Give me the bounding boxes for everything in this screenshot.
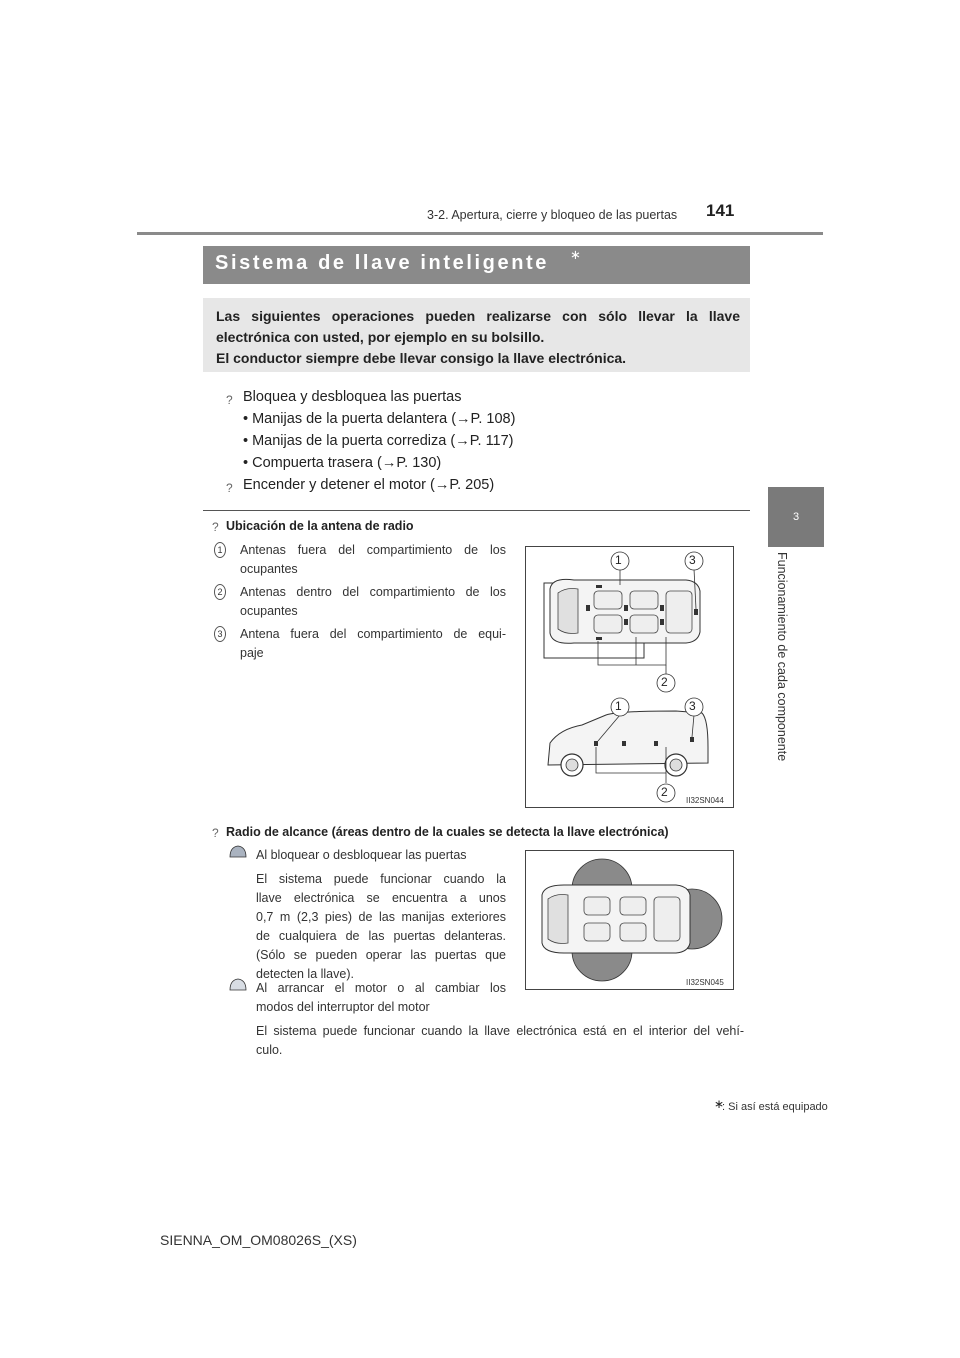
chapter-title-vertical: [752, 552, 812, 782]
key-fob-icon: [228, 977, 248, 991]
page-number: 141: [706, 201, 735, 220]
equipped-star-icon: ∗: [570, 247, 581, 262]
bullet-marker: ?: [226, 393, 233, 407]
operation-subitem: • Manijas de la puerta delantera (→P. 108): [243, 411, 516, 427]
operation-subitem: • Manijas de la puerta corrediza (→P. 117): [243, 433, 514, 449]
range-heading: Radio de alcance (áreas dentro de la cuales se detecta la llave electrónica): [226, 825, 669, 839]
chapter-title: Funcionamiento de cada componente: [775, 552, 789, 762]
antenna-item-1-line-2: ocupantes: [240, 562, 298, 576]
antenna-item-2-line-1: Antenas dentro del compartimiento de los: [240, 585, 506, 599]
figure-callout: 2: [661, 675, 668, 689]
antenna-item-1-line-1: Antenas fuera del compartimiento de los: [240, 543, 506, 557]
figure-callout: 3: [689, 699, 696, 713]
operation-label: Bloquea y desbloquea las puertas: [243, 389, 462, 405]
detection-range-figure: [525, 850, 734, 990]
antenna-item-3-line-2: paje: [240, 646, 264, 660]
range-item-1-body: llave electrónica se encuentra a unos: [256, 891, 506, 905]
equipped-star-icon: ∗: [714, 1097, 725, 1111]
item-number-2: 2: [214, 584, 226, 600]
antenna-location-figure: [525, 546, 734, 808]
range-item-1-body: El sistema puede funcionar cuando la: [256, 872, 506, 886]
operation-label: Encender y detener el motor (→P. 205): [243, 477, 495, 493]
footnote: : Si así está equipado: [722, 1101, 828, 1113]
section-title: Sistema de llave inteligente: [215, 252, 550, 274]
range-item-2-body: El sistema puede funcionar cuando la llave electrónica está en el interior del vehí-: [256, 1024, 744, 1038]
range-item-2-body: culo.: [256, 1043, 283, 1057]
antenna-heading: Ubicación de la antena de radio: [226, 519, 414, 533]
figure-callout: 3: [689, 553, 696, 567]
bullet-marker: ?: [226, 481, 233, 495]
range-item-2-label: Al arrancar el motor o al cambiar los: [256, 981, 506, 995]
detection-range-illustration: [526, 851, 733, 989]
vehicle-illustration: [526, 547, 733, 807]
intro-text: [216, 306, 740, 369]
range-item-2-label: modos del interruptor del motor: [256, 1000, 430, 1014]
item-number-1: 1: [214, 542, 226, 558]
antenna-item-2-line-2: ocupantes: [240, 604, 298, 618]
figure-callout: 2: [661, 785, 668, 799]
intro-line-2: electrónica con usted, por ejemplo en su bolsillo.: [216, 329, 545, 345]
antenna-item-3-line-1: Antena fuera del compartimiento de equi-: [240, 627, 506, 641]
chapter-tab: [768, 487, 824, 547]
header-section-title: 3-2. Apertura, cierre y bloqueo de las puertas: [427, 208, 678, 222]
figure-callout: 1: [615, 699, 622, 713]
intro-line-1: Las siguientes operaciones pueden realizarse con sólo llevar la llave: [216, 308, 740, 324]
range-item-1-body: 0,7 m (2,3 pies) de las manijas exteriores: [256, 910, 506, 924]
bullet-marker: ?: [212, 826, 219, 840]
item-number-3: 3: [214, 626, 226, 642]
figure-code: II32SN045: [686, 978, 724, 987]
document-id: SIENNA_OM_OM08026S_(XS): [160, 1232, 357, 1248]
figure-callout: 1: [615, 553, 622, 567]
header-rule: [137, 232, 823, 235]
section-divider: [203, 510, 750, 511]
chapter-number: 3: [792, 511, 800, 523]
range-item-1-body: (Sólo se pueden operar las puertas que: [256, 948, 506, 962]
intro-line-3: El conductor siempre debe llevar consigo la llave electrónica.: [216, 350, 627, 366]
key-fob-icon: [228, 844, 248, 858]
bullet-marker: ?: [212, 520, 219, 534]
figure-code: II32SN044: [686, 796, 724, 805]
operation-subitem: • Compuerta trasera (→P. 130): [243, 455, 442, 471]
range-item-1-body: detecten la llave).: [256, 967, 354, 981]
range-item-1-label: Al bloquear o desbloquear las puertas: [256, 848, 467, 862]
range-item-1-body: de cualquiera de las puertas delanteras.: [256, 929, 506, 943]
